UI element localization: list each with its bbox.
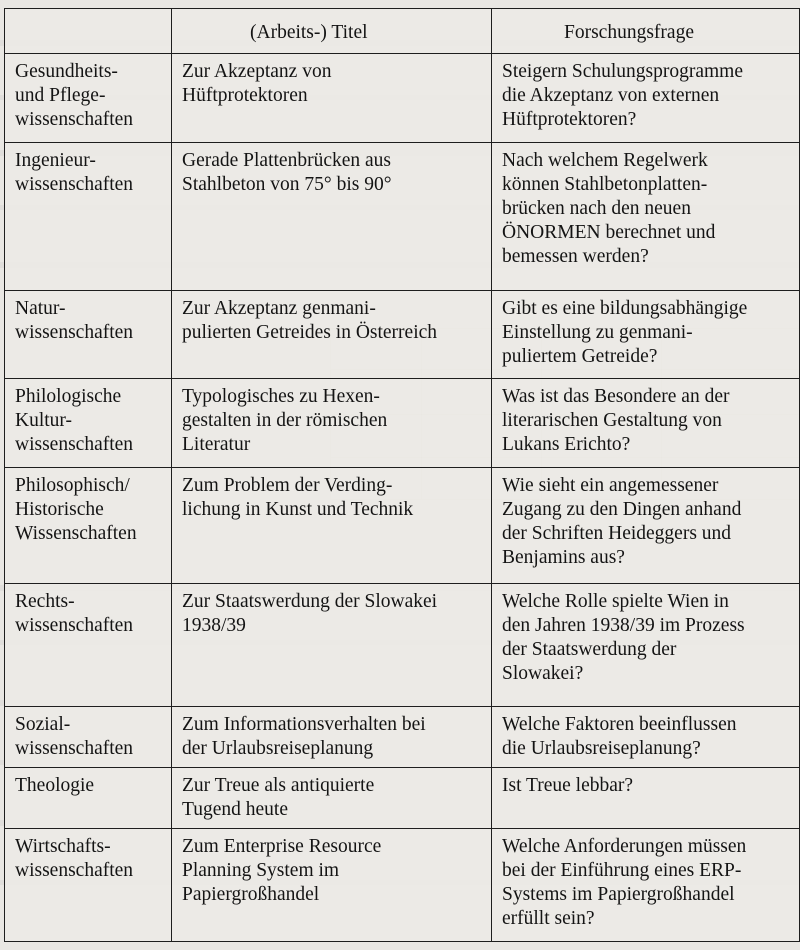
title-cell: Zum Enterprise Resource Planning System im Papiergroßhandel: [172, 829, 492, 942]
question-cell: Welche Anforderungen müssen bei der Einführung eines ERP- Systems im Papiergroßhandel erfüllt sein?: [492, 829, 800, 942]
title-cell: Typologisches zu Hexen- gestalten in der römischen Literatur: [172, 379, 492, 468]
title-cell: Zur Staatswerdung der Slowakei 1938/39: [172, 584, 492, 707]
question-cell: Ist Treue lebbar?: [492, 768, 800, 829]
table-row: [5, 584, 800, 707]
field-cell: Theologie: [5, 768, 172, 829]
header-field: [5, 9, 172, 54]
table-row: [5, 829, 800, 942]
table-row: [5, 468, 800, 584]
field-cell: Philologische Kultur- wissenschaften: [5, 379, 172, 468]
header-title: (Arbeits-) Titel: [172, 9, 492, 54]
question-cell: Was ist das Besondere an der literarischen Gestaltung von Lukans Erichto?: [492, 379, 800, 468]
title-cell: Zum Problem der Verding- lichung in Kunst und Technik: [172, 468, 492, 584]
table-row: [5, 707, 800, 768]
field-cell: Sozial- wissenschaften: [5, 707, 172, 768]
title-cell: Zum Informationsverhalten bei der Urlaubsreiseplanung: [172, 707, 492, 768]
question-cell: Nach welchem Regelwerk können Stahlbetonplatten- brücken nach den neuen ÖNORMEN berechnet und bemessen werden?: [492, 143, 800, 291]
table-row: [5, 143, 800, 291]
table-row: [5, 291, 800, 379]
title-cell: Zur Akzeptanz genmani- pulierten Getreides in Österreich: [172, 291, 492, 379]
field-cell: Ingenieur- wissenschaften: [5, 143, 172, 291]
field-cell: Gesundheits- und Pflege- wissenschaften: [5, 54, 172, 143]
research-questions-table: [4, 8, 800, 942]
header-question: Forschungsfrage: [492, 9, 800, 54]
title-cell: Zur Akzeptanz von Hüftprotektoren: [172, 54, 492, 143]
field-cell: Wirtschafts- wissenschaften: [5, 829, 172, 942]
question-cell: Welche Faktoren beeinflussen die Urlaubsreiseplanung?: [492, 707, 800, 768]
field-cell: Philosophisch/ Historische Wissenschaften: [5, 468, 172, 584]
field-cell: Natur- wissenschaften: [5, 291, 172, 379]
title-cell: Gerade Plattenbrücken aus Stahlbeton von 75° bis 90°: [172, 143, 492, 291]
question-cell: Gibt es eine bildungsabhängige Einstellung zu genmani- puliertem Getreide?: [492, 291, 800, 379]
table-row: [5, 379, 800, 468]
question-cell: Welche Rolle spielte Wien in den Jahren 1938/39 im Prozess der Staatswerdung der Slowakei?: [492, 584, 800, 707]
question-cell: Wie sieht ein angemessener Zugang zu den Dingen anhand der Schriften Heideggers und Benjamins aus?: [492, 468, 800, 584]
field-cell: Rechts- wissenschaften: [5, 584, 172, 707]
question-cell: Steigern Schulungsprogramme die Akzeptanz von externen Hüftprotektoren?: [492, 54, 800, 143]
table-row: [5, 768, 800, 829]
table-header-row: [5, 9, 800, 54]
title-cell: Zur Treue als antiquierte Tugend heute: [172, 768, 492, 829]
table-row: [5, 54, 800, 143]
